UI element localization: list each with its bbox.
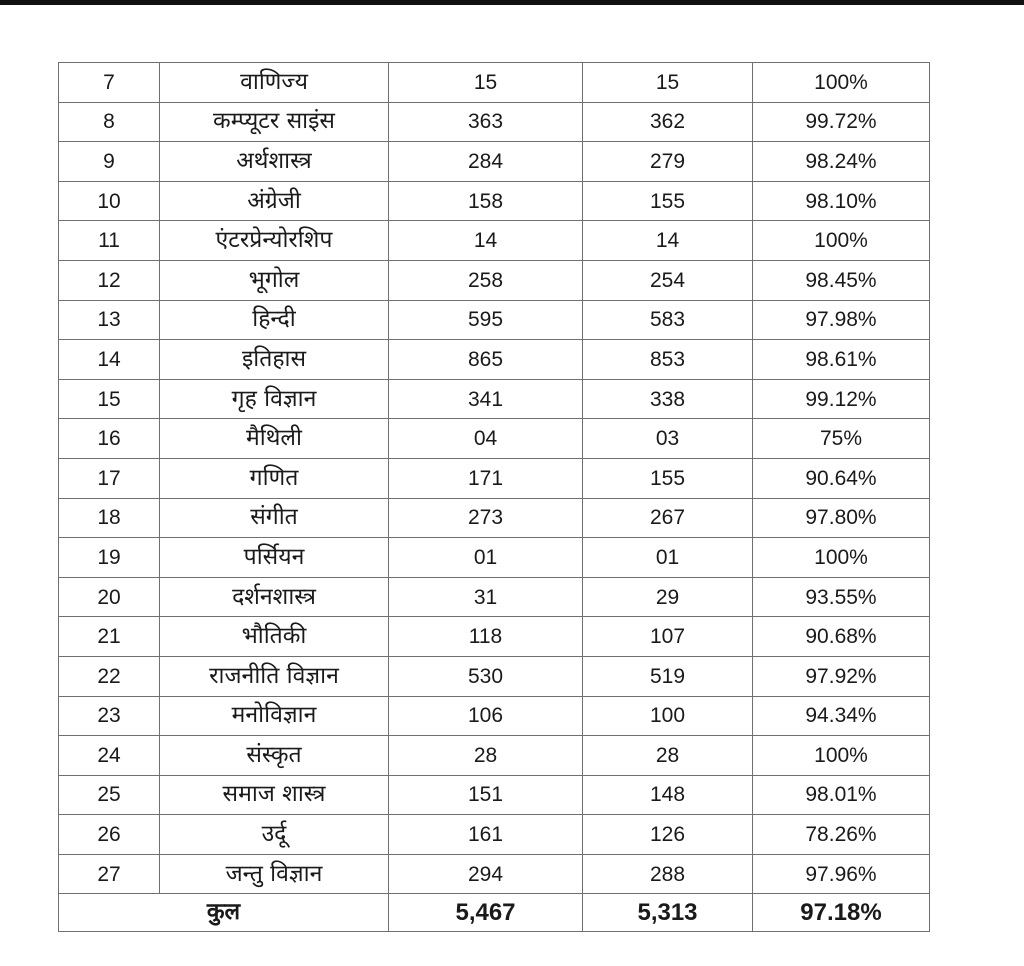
appeared-cell: 106	[389, 696, 583, 736]
table-row	[59, 419, 930, 459]
appeared-cell: 171	[389, 458, 583, 498]
serial-cell: 11	[59, 221, 160, 261]
passed-cell: 338	[583, 379, 753, 419]
serial-cell: 15	[59, 379, 160, 419]
passed-cell: 100	[583, 696, 753, 736]
serial-cell: 14	[59, 340, 160, 380]
serial-cell: 19	[59, 538, 160, 578]
serial-cell: 12	[59, 260, 160, 300]
table-row	[59, 260, 930, 300]
appeared-cell: 595	[389, 300, 583, 340]
table-row	[59, 300, 930, 340]
table-row	[59, 656, 930, 696]
appeared-cell: 28	[389, 736, 583, 776]
percent-cell: 98.61%	[753, 340, 930, 380]
appeared-cell: 15	[389, 63, 583, 103]
passed-cell: 519	[583, 656, 753, 696]
percent-cell: 98.10%	[753, 181, 930, 221]
subject-cell: भौतिकी	[160, 617, 389, 657]
percent-cell: 90.64%	[753, 458, 930, 498]
subject-cell: मैथिली	[160, 419, 389, 459]
passed-cell: 29	[583, 577, 753, 617]
percent-cell: 100%	[753, 736, 930, 776]
serial-cell: 20	[59, 577, 160, 617]
percent-cell: 100%	[753, 221, 930, 261]
serial-cell: 25	[59, 775, 160, 815]
table-row	[59, 181, 930, 221]
subject-cell: कम्प्यूटर साइंस	[160, 102, 389, 142]
serial-cell: 10	[59, 181, 160, 221]
appeared-cell: 284	[389, 142, 583, 182]
appeared-cell: 363	[389, 102, 583, 142]
table-row	[59, 498, 930, 538]
subject-cell: हिन्दी	[160, 300, 389, 340]
percent-cell: 98.24%	[753, 142, 930, 182]
serial-cell: 8	[59, 102, 160, 142]
table-row	[59, 63, 930, 103]
percent-cell: 90.68%	[753, 617, 930, 657]
appeared-cell: 341	[389, 379, 583, 419]
subject-cell: जन्तु विज्ञान	[160, 854, 389, 894]
table-row	[59, 577, 930, 617]
table-row	[59, 458, 930, 498]
appeared-cell: 161	[389, 815, 583, 855]
total-appeared: 5,467	[389, 894, 583, 932]
total-row	[59, 894, 930, 932]
appeared-cell: 530	[389, 656, 583, 696]
total-label: कुल	[59, 894, 389, 932]
table-row	[59, 379, 930, 419]
percent-cell: 97.96%	[753, 854, 930, 894]
passed-cell: 288	[583, 854, 753, 894]
appeared-cell: 01	[389, 538, 583, 578]
appeared-cell: 04	[389, 419, 583, 459]
serial-cell: 23	[59, 696, 160, 736]
subject-cell: संगीत	[160, 498, 389, 538]
percent-cell: 97.92%	[753, 656, 930, 696]
passed-cell: 148	[583, 775, 753, 815]
table-row	[59, 102, 930, 142]
table-row	[59, 617, 930, 657]
percent-cell: 98.45%	[753, 260, 930, 300]
passed-cell: 853	[583, 340, 753, 380]
serial-cell: 17	[59, 458, 160, 498]
passed-cell: 126	[583, 815, 753, 855]
appeared-cell: 273	[389, 498, 583, 538]
percent-cell: 99.72%	[753, 102, 930, 142]
table-row	[59, 736, 930, 776]
passed-cell: 155	[583, 458, 753, 498]
serial-cell: 26	[59, 815, 160, 855]
passed-cell: 267	[583, 498, 753, 538]
serial-cell: 9	[59, 142, 160, 182]
passed-cell: 28	[583, 736, 753, 776]
table-row	[59, 854, 930, 894]
subject-cell: पर्सियन	[160, 538, 389, 578]
table-row	[59, 538, 930, 578]
subject-cell: भूगोल	[160, 260, 389, 300]
passed-cell: 362	[583, 102, 753, 142]
subject-cell: दर्शनशास्त्र	[160, 577, 389, 617]
serial-cell: 24	[59, 736, 160, 776]
percent-cell: 97.98%	[753, 300, 930, 340]
top-edge-bar	[0, 0, 1024, 5]
percent-cell: 100%	[753, 538, 930, 578]
table-row	[59, 696, 930, 736]
appeared-cell: 258	[389, 260, 583, 300]
percent-cell: 97.80%	[753, 498, 930, 538]
subject-cell: अंग्रेजी	[160, 181, 389, 221]
subject-cell: एंटरप्रेन्योरशिप	[160, 221, 389, 261]
subject-cell: उर्दू	[160, 815, 389, 855]
passed-cell: 583	[583, 300, 753, 340]
serial-cell: 21	[59, 617, 160, 657]
percent-cell: 94.34%	[753, 696, 930, 736]
passed-cell: 01	[583, 538, 753, 578]
appeared-cell: 865	[389, 340, 583, 380]
subject-cell: अर्थशास्त्र	[160, 142, 389, 182]
appeared-cell: 118	[389, 617, 583, 657]
appeared-cell: 151	[389, 775, 583, 815]
total-passed: 5,313	[583, 894, 753, 932]
table-row	[59, 775, 930, 815]
serial-cell: 13	[59, 300, 160, 340]
passed-cell: 155	[583, 181, 753, 221]
percent-cell: 100%	[753, 63, 930, 103]
appeared-cell: 158	[389, 181, 583, 221]
serial-cell: 22	[59, 656, 160, 696]
percent-cell: 78.26%	[753, 815, 930, 855]
passed-cell: 15	[583, 63, 753, 103]
subject-cell: गणित	[160, 458, 389, 498]
subject-cell: वाणिज्य	[160, 63, 389, 103]
appeared-cell: 14	[389, 221, 583, 261]
table-row	[59, 221, 930, 261]
passed-cell: 254	[583, 260, 753, 300]
appeared-cell: 294	[389, 854, 583, 894]
passed-cell: 14	[583, 221, 753, 261]
percent-cell: 98.01%	[753, 775, 930, 815]
subject-cell: मनोविज्ञान	[160, 696, 389, 736]
table-body	[59, 63, 930, 894]
subject-results-table	[58, 62, 930, 932]
total-percent: 97.18%	[753, 894, 930, 932]
table-row	[59, 340, 930, 380]
percent-cell: 75%	[753, 419, 930, 459]
subject-cell: राजनीति विज्ञान	[160, 656, 389, 696]
table-row	[59, 142, 930, 182]
serial-cell: 27	[59, 854, 160, 894]
passed-cell: 107	[583, 617, 753, 657]
appeared-cell: 31	[389, 577, 583, 617]
table-row	[59, 815, 930, 855]
subject-cell: संस्कृत	[160, 736, 389, 776]
subject-cell: इतिहास	[160, 340, 389, 380]
subject-cell: गृह विज्ञान	[160, 379, 389, 419]
passed-cell: 03	[583, 419, 753, 459]
passed-cell: 279	[583, 142, 753, 182]
serial-cell: 18	[59, 498, 160, 538]
percent-cell: 99.12%	[753, 379, 930, 419]
percent-cell: 93.55%	[753, 577, 930, 617]
results-sheet	[58, 62, 930, 932]
subject-cell: समाज शास्त्र	[160, 775, 389, 815]
serial-cell: 16	[59, 419, 160, 459]
serial-cell: 7	[59, 63, 160, 103]
